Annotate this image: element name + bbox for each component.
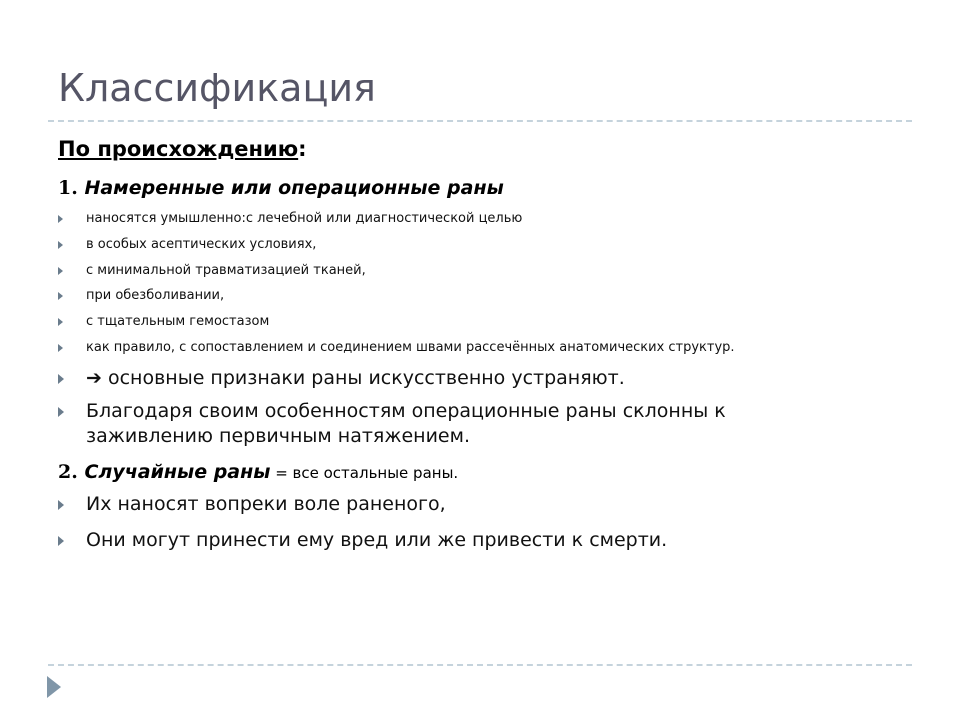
triangle-bullet-icon (58, 374, 64, 384)
list-item-text: Они могут принести ему вред или же привести к смерти. (86, 529, 668, 551)
list-item-text: как правило, с сопоставлением и соединением швами рассечённых анатомических структур. (86, 340, 735, 355)
section-2-number: 2. (58, 461, 78, 483)
section-2-title (58, 461, 458, 483)
footer-divider (48, 664, 912, 666)
triangle-bullet-icon (58, 292, 63, 300)
list-item-text: наносятся умышленно:с лечебной или диагностической целью (86, 211, 523, 226)
triangle-bullet-icon (58, 344, 63, 352)
triangle-bullet-icon (58, 318, 63, 326)
list-item-text: при обезболивании, (86, 288, 225, 303)
heading-colon: : (298, 137, 307, 161)
section-2-rest: = все остальные раны. (270, 464, 459, 482)
section-1-label: Намеренные или операционные раны (77, 177, 504, 199)
list-item-text: с тщательным гемостазом (86, 314, 270, 329)
triangle-bullet-icon (58, 500, 64, 510)
list-item-text: с минимальной травматизацией тканей, (86, 263, 366, 278)
next-slide-icon[interactable] (47, 676, 61, 698)
list-item-text: в особых асептических условиях, (86, 237, 317, 252)
triangle-bullet-icon (58, 267, 63, 275)
list-item-text: заживлению первичным натяжением. (86, 425, 470, 447)
triangle-bullet-icon (58, 407, 64, 417)
slide-title: Классификация (58, 66, 376, 110)
section-1-title (58, 177, 504, 199)
triangle-bullet-icon (58, 241, 63, 249)
section-2-label: Случайные раны (77, 461, 271, 483)
title-divider (48, 120, 912, 122)
list-item-text: Благодаря своим особенностям операционные раны склонны к (86, 400, 726, 422)
triangle-bullet-icon (58, 536, 64, 546)
list-item-text: ➔ основные признаки раны искусственно устраняют. (86, 367, 625, 389)
triangle-bullet-icon (58, 215, 63, 223)
heading-text: По происхождению (58, 137, 299, 161)
section-heading (58, 137, 307, 161)
list-item-text: Их наносят вопреки воле раненого, (86, 493, 446, 515)
section-1-number: 1. (58, 177, 78, 199)
